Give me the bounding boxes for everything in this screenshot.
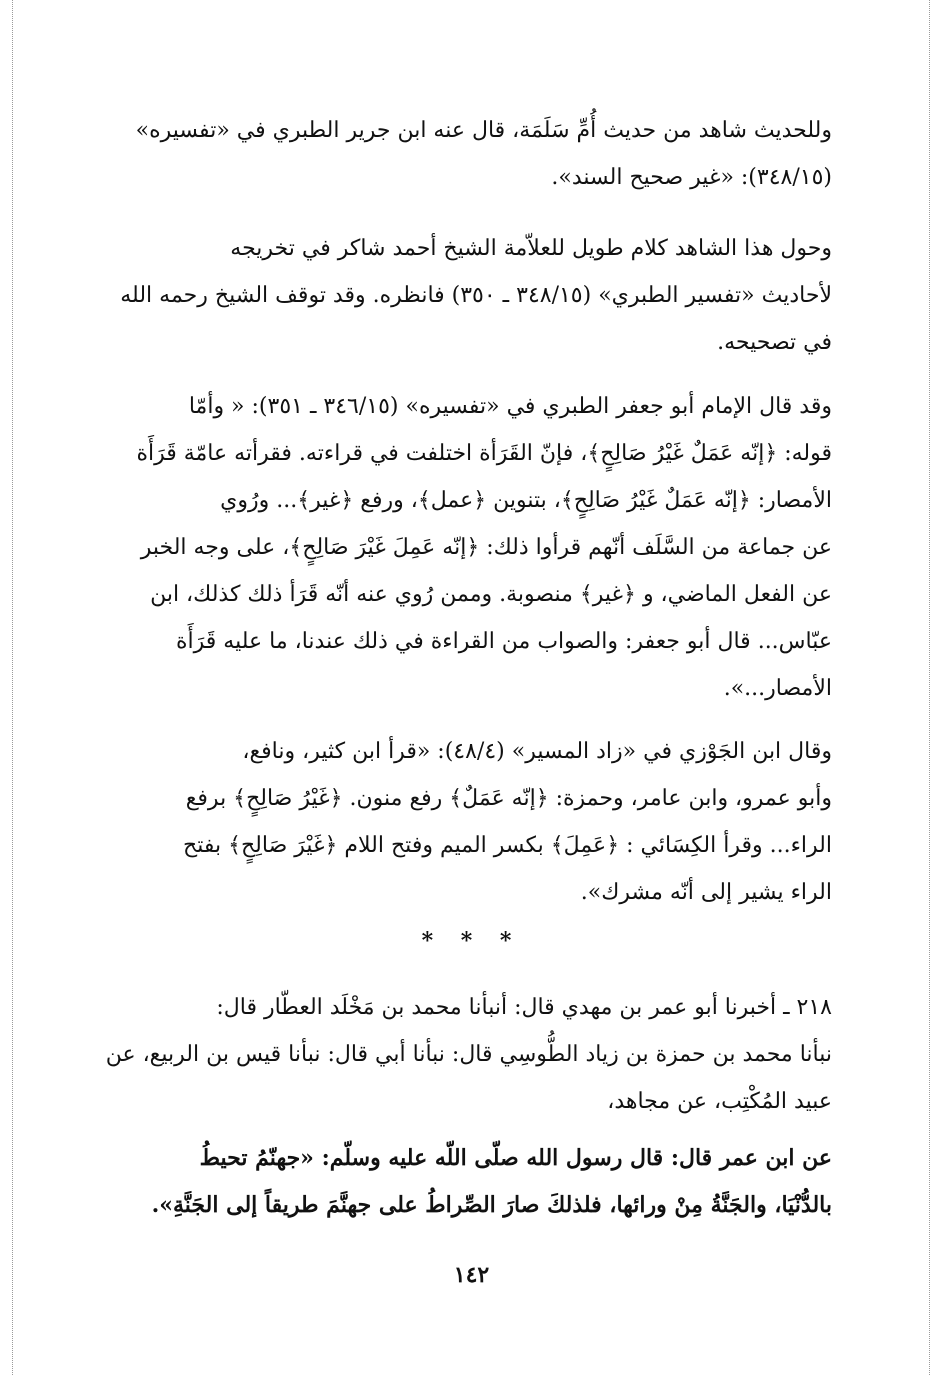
text-line: عبيد المُكْتِب، عن مجاهد، bbox=[607, 1089, 832, 1114]
paragraph-ahmad-shakir bbox=[102, 225, 832, 366]
text-line: بالدُّنْيَا، والجَنَّةُ مِنْ ورائها، فلذلكَ صارَ الصِّراطُ على جهنَّمَ طريقاً إلى الجَنَّةِ». bbox=[151, 1192, 832, 1218]
text-line: وأبو عمرو، وابن عامر، وحمزة: ﴿إنّه عَمَلٌ﴾ رفع منون. ﴿غَيْرُ صَالِحٍ﴾ برفع bbox=[185, 786, 832, 811]
paragraph-tabari-quote bbox=[102, 383, 832, 712]
right-scan-edge bbox=[929, 0, 930, 1375]
paragraph-shahid-umm-salama bbox=[102, 107, 832, 201]
text-line: الراء... وقرأ الكِسَائي : ﴿عَمِلَ﴾ بكسر الميم وفتح اللام ﴿غَيْرَ صَالِحٍ﴾ بفتح bbox=[183, 833, 832, 858]
text-line: وقال ابن الجَوْزي في «زاد المسير» (٤٨/٤): «قرأ ابن كثير، ونافع، bbox=[242, 739, 832, 764]
text-line: الأمصار...». bbox=[723, 676, 832, 701]
page-number: ١٤٢ bbox=[453, 1262, 490, 1288]
hadith-218-isnad bbox=[102, 984, 832, 1125]
text-line: لأحاديث «تفسير الطبري» (٣٤٨/١٥ ـ ٣٥٠) فانظره. وقد توقف الشيخ رحمه الله bbox=[120, 283, 832, 308]
paragraph-ibn-al-jawzi bbox=[102, 728, 832, 916]
text-line: عن جماعة من السَّلَف أنّهم قرأوا ذلك: ﴿إنّه عَمِلَ غَيْرَ صَالِحٍ﴾، على وجه الخبر bbox=[140, 535, 832, 560]
text-line: عن الفعل الماضي، و ﴿غير﴾ منصوبة. وممن رُوي عنه أنّه قَرَأ ذلك كذلك، ابن bbox=[150, 582, 832, 607]
text-line: وللحديث شاهد من حديث أُمِّ سَلَمَة، قال عنه ابن جرير الطبري في «تفسيره» bbox=[135, 118, 832, 143]
text-line: وحول هذا الشاهد كلام طويل للعلاّمة الشيخ أحمد شاكر في تخريجه bbox=[230, 236, 832, 261]
text-line: عبّاس... قال أبو جعفر: والصواب من القراءة في ذلك عندنا، ما عليه قَرَأَة bbox=[176, 629, 832, 654]
text-line: عن ابن عمر قال: قال رسول الله صلّى اللّه عليه وسلّم: «جهنّمُ تحيطُ bbox=[199, 1145, 832, 1171]
text-line: في تصحيحه. bbox=[717, 330, 832, 355]
text-line: نبأنا محمد بن حمزة بن زياد الطُّوسِي قال: نبأنا أبي قال: نبأنا قيس بن الربيع، عن bbox=[105, 1042, 832, 1067]
text-line: قوله: ﴿إنّه عَمَلٌ غَيْرُ صَالِحٍ﴾، فإنّ القَرَأة اختلفت في قراءته. فقرأته عامّة قَرَأَة bbox=[136, 441, 832, 466]
left-scan-edge bbox=[12, 0, 13, 1375]
text-line: ٢١٨ ـ أخبرنا أبو عمر بن مهدي قال: أنبأنا محمد بن مَخْلَد العطّار قال: bbox=[216, 995, 832, 1020]
text-line: وقد قال الإمام أبو جعفر الطبري في «تفسيره» (٣٤٦/١٥ ـ ٣٥١): « وأمّا bbox=[188, 394, 832, 419]
section-divider: * * * bbox=[421, 928, 522, 954]
text-line: الراء يشير إلى أنّه مشرك». bbox=[580, 880, 832, 905]
hadith-218-matn bbox=[102, 1135, 832, 1229]
text-line: الأمصار: ﴿إنّه عَمَلٌ غَيْرُ صَالِحٍ﴾، بتنوين ﴿عمل﴾، ورفع ﴿غير﴾... ورُوي bbox=[220, 488, 832, 513]
text-line: (٣٤٨/١٥): «غير صحيح السند». bbox=[551, 165, 832, 190]
